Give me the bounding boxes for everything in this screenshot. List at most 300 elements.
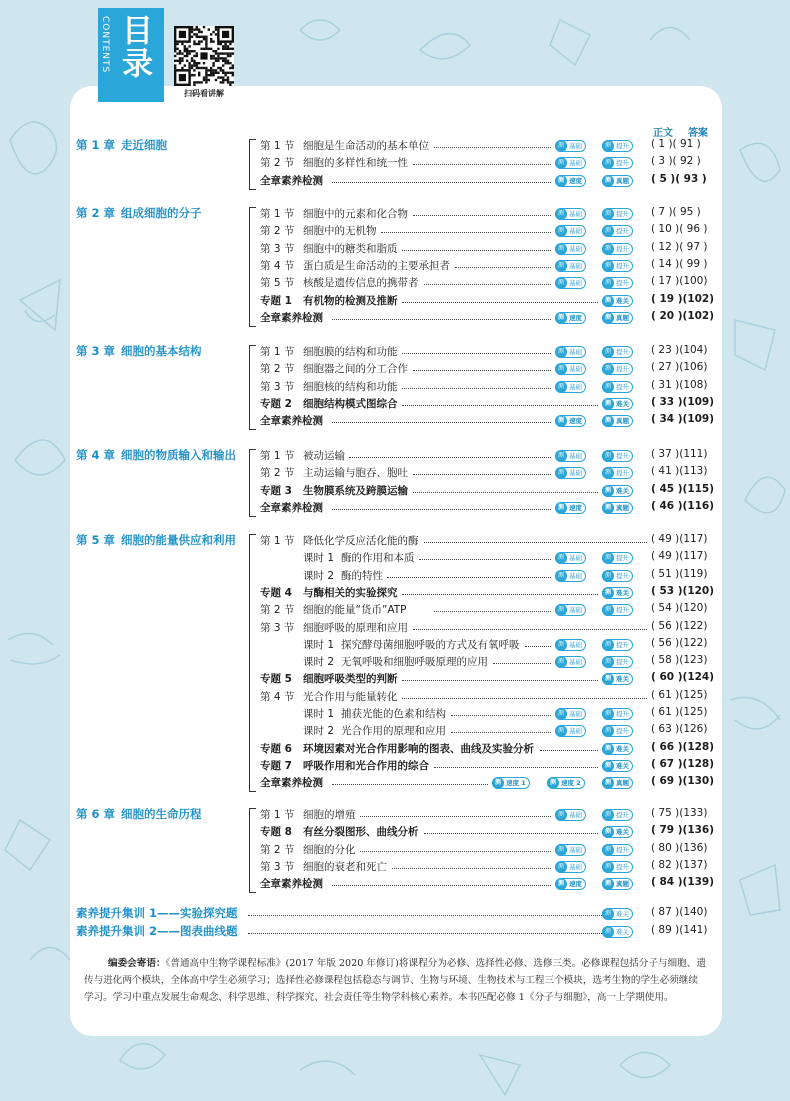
level-badge[interactable] — [602, 878, 633, 890]
toc-row-label: 第 3 节 — [260, 860, 295, 873]
dot-leader — [424, 542, 647, 543]
dot-leader — [349, 457, 551, 458]
level-badge[interactable] — [555, 260, 586, 272]
level-badge-label: 真题 — [616, 176, 629, 185]
level-badge[interactable] — [555, 415, 586, 427]
level-badge[interactable] — [555, 552, 586, 564]
page-numbers: ( 61 )(125) — [651, 688, 708, 701]
dot-leader — [402, 594, 598, 595]
level-badge[interactable] — [602, 908, 633, 920]
test-badge-icon: 测 — [555, 260, 567, 272]
toc-row[interactable] — [0, 568, 790, 584]
test-badge-icon: 测 — [555, 656, 567, 668]
page-numbers: ( 37 )(111) — [651, 448, 708, 460]
level-badge-label: 提升 — [616, 727, 629, 736]
test-badge-icon: 测 — [555, 502, 567, 514]
toc-row[interactable] — [0, 258, 790, 274]
dot-leader — [413, 215, 551, 216]
toc-row[interactable] — [0, 723, 790, 739]
level-badge[interactable] — [555, 346, 586, 358]
toc-row-label: 专题 1 — [260, 294, 292, 307]
level-badge[interactable] — [602, 208, 633, 220]
level-badge[interactable] — [555, 570, 586, 582]
level-badge[interactable] — [602, 502, 633, 514]
dot-leader — [332, 784, 488, 785]
test-badge-icon: 测 — [602, 760, 614, 772]
test-badge-icon: 测 — [555, 450, 567, 462]
contents-subtitle: CONTENTS — [100, 16, 110, 74]
page-numbers: ( 75 )(133) — [651, 807, 708, 819]
toc-row[interactable] — [0, 842, 790, 858]
level-badge[interactable] — [602, 861, 633, 873]
toc-row-title: 降低化学反应活化能的酶 — [303, 535, 419, 547]
level-badge-label: 难关 — [616, 675, 629, 684]
test-badge-icon: 测 — [602, 157, 614, 169]
dot-leader — [332, 509, 551, 510]
toc-row-label: 课时 1 — [303, 552, 335, 565]
test-badge-icon: 测 — [602, 656, 614, 668]
toc-row-label: 课时 2 — [303, 569, 335, 582]
toc-row-title: 细胞的多样性和统一性 — [303, 157, 408, 170]
level-badge-label: 提升 — [616, 365, 629, 374]
test-badge-icon: 测 — [602, 809, 614, 821]
toc-row-label: 全章素养检测 — [260, 777, 323, 790]
toc-row-label: 全章素养检测 — [260, 501, 323, 514]
level-badge-label: 提升 — [616, 658, 629, 667]
test-badge-icon: 测 — [555, 708, 567, 720]
level-badge[interactable] — [555, 243, 586, 255]
page-numbers: ( 53 )(120) — [651, 584, 715, 597]
level-badge[interactable] — [602, 587, 633, 599]
level-badge[interactable] — [555, 467, 586, 479]
toc-row[interactable] — [0, 550, 790, 566]
level-badge[interactable] — [555, 175, 586, 187]
test-badge-icon: 测 — [602, 277, 614, 289]
chapter-number: 第 3 章 — [76, 344, 116, 358]
toc-row-title: 蛋白质是生命活动的主要承担者 — [303, 259, 450, 272]
test-badge-icon: 测 — [602, 208, 614, 220]
toc-row-label: 课时 1 — [303, 638, 335, 651]
dot-leader — [424, 284, 551, 285]
level-badge[interactable] — [602, 604, 633, 616]
level-badge[interactable] — [555, 208, 586, 220]
toc-row[interactable] — [0, 310, 790, 326]
level-badge[interactable] — [555, 656, 586, 668]
dot-leader — [332, 319, 551, 320]
level-badge-label: 基础 — [569, 640, 582, 649]
toc-row-label: 第 2 节 — [260, 604, 295, 617]
level-badge[interactable] — [602, 450, 633, 462]
column-header-main: 正文 — [653, 128, 673, 139]
level-badge[interactable] — [602, 639, 633, 651]
toc-row-label: 第 3 节 — [260, 242, 295, 255]
toc-row[interactable] — [0, 689, 790, 705]
chapter-name: 细胞的生命历程 — [121, 807, 202, 821]
toc-row-label: 第 1 节 — [260, 346, 295, 358]
level-badge-label: 难关 — [616, 928, 629, 936]
test-badge-icon: 测 — [555, 570, 567, 582]
toc-row-title: 无氧呼吸和细胞呼吸原理的应用 — [341, 656, 488, 669]
test-badge-icon: 测 — [555, 208, 567, 220]
level-badge-label: 提升 — [616, 244, 629, 253]
page-numbers: ( 56 )(122) — [651, 619, 708, 632]
level-badge-label: 提升 — [616, 710, 629, 718]
level-badge[interactable] — [547, 777, 585, 789]
test-badge-icon: 测 — [602, 363, 614, 375]
level-badge[interactable] — [602, 760, 633, 772]
toc-row-title: 细胞中的糖类和脂质 — [303, 242, 398, 255]
toc-row[interactable] — [0, 413, 790, 429]
page-numbers: ( 56 )(122) — [651, 636, 708, 649]
toc-row-title: 细胞核的结构和功能 — [303, 380, 398, 393]
test-badge-icon: 测 — [555, 725, 567, 737]
level-badge-label: 速度 — [569, 417, 582, 426]
level-badge[interactable] — [602, 826, 633, 838]
page-numbers: ( 41 )(113) — [651, 465, 708, 478]
dot-leader — [402, 698, 647, 699]
editor-note-lead: 编委会寄语： — [108, 958, 166, 969]
test-badge-icon: 测 — [602, 295, 614, 307]
level-badge[interactable] — [555, 708, 586, 720]
level-badge-label: 基础 — [569, 227, 582, 236]
level-badge[interactable] — [555, 381, 586, 393]
page-numbers: ( 58 )(123) — [651, 654, 708, 667]
level-badge[interactable] — [492, 777, 530, 789]
level-badge[interactable] — [602, 673, 633, 685]
test-badge-icon: 测 — [555, 467, 567, 479]
level-badge[interactable] — [555, 450, 586, 462]
page-numbers: ( 87 )(140) — [651, 906, 708, 918]
level-badge-label: 基础 — [569, 811, 582, 819]
level-badge-label: 提升 — [616, 469, 629, 478]
test-badge-icon: 测 — [602, 346, 614, 358]
toc-row-label: 第 1 节 — [260, 140, 295, 152]
toc-row-label: 专题 5 — [260, 673, 292, 686]
toc-row[interactable] — [0, 483, 790, 499]
level-badge-label: 基础 — [569, 382, 582, 391]
toc-row-extra[interactable] — [0, 906, 790, 922]
toc-row[interactable] — [0, 758, 790, 774]
level-badge-label: 基础 — [569, 845, 582, 854]
test-badge-icon: 测 — [602, 743, 614, 755]
dot-leader — [387, 577, 551, 578]
toc-row-title: 光合作用的原理和应用 — [341, 725, 446, 738]
level-badge[interactable] — [602, 552, 633, 564]
test-badge-icon: 测 — [555, 346, 567, 358]
toc-row[interactable] — [0, 155, 790, 171]
level-badge-label: 提升 — [616, 279, 629, 288]
column-header-answer: 答案 — [688, 128, 708, 139]
test-badge-icon: 测 — [602, 708, 614, 720]
toc-row-title: 有机物的检测及推断 — [303, 294, 398, 307]
test-badge-icon: 测 — [602, 826, 614, 838]
dot-leader — [434, 767, 598, 768]
page-numbers: ( 79 )(136) — [651, 824, 715, 837]
level-badge[interactable] — [555, 809, 586, 821]
toc-row[interactable] — [0, 173, 790, 189]
page-numbers: ( 49 )(117) — [651, 533, 708, 545]
page-numbers: ( 5 )( 93 ) — [651, 172, 707, 185]
test-badge-icon: 测 — [602, 878, 614, 890]
level-badge[interactable] — [555, 277, 586, 289]
toc-row[interactable] — [0, 602, 790, 618]
toc-row-label: 第 3 节 — [260, 380, 295, 393]
toc-row-title: 细胞中的无机物 — [303, 225, 377, 238]
dot-leader — [434, 611, 551, 612]
chapter-number: 第 6 章 — [76, 807, 116, 821]
level-badge[interactable] — [602, 295, 633, 307]
level-badge-label: 难关 — [616, 296, 629, 305]
toc-row[interactable] — [0, 637, 790, 653]
level-badge-label: 提升 — [616, 210, 629, 218]
toc-row-title: 细胞的能量“货币”ATP — [303, 604, 407, 617]
level-badge-label: 速度 — [569, 176, 582, 185]
toc-row[interactable] — [0, 293, 790, 309]
level-badge[interactable] — [602, 809, 633, 821]
level-badge-label: 难关 — [616, 761, 629, 770]
level-badge[interactable] — [602, 140, 633, 152]
toc-row[interactable] — [0, 396, 790, 412]
toc-row[interactable] — [0, 206, 790, 222]
toc-row-title: 酶的特性 — [341, 569, 383, 582]
level-badge[interactable] — [555, 363, 586, 375]
toc-row[interactable] — [0, 775, 790, 791]
dot-leader — [413, 474, 551, 475]
level-badge-label: 提升 — [616, 811, 629, 819]
level-badge-label: 真题 — [616, 417, 629, 426]
toc-row-label: 第 1 节 — [260, 809, 295, 821]
page-numbers: ( 51 )(119) — [651, 567, 708, 580]
chapter-name: 细胞的基本结构 — [121, 344, 202, 358]
editor-note — [84, 955, 706, 1006]
level-badge-label: 难关 — [616, 828, 629, 837]
level-badge[interactable] — [602, 398, 633, 410]
level-badge-label: 速度 1 — [506, 779, 526, 788]
toc-row[interactable] — [0, 344, 790, 360]
level-badge[interactable] — [602, 175, 633, 187]
level-badge[interactable] — [555, 157, 586, 169]
test-badge-icon: 测 — [602, 175, 614, 187]
level-badge-label: 难关 — [616, 486, 629, 495]
toc-row-title: 细胞的衰老和死亡 — [303, 860, 387, 873]
dot-leader — [413, 370, 551, 371]
toc-row[interactable] — [0, 585, 790, 601]
dot-leader — [402, 680, 598, 681]
toc-row[interactable] — [0, 807, 790, 823]
level-badge-label: 基础 — [569, 159, 582, 168]
level-badge-label: 基础 — [569, 261, 582, 270]
level-badge[interactable] — [602, 277, 633, 289]
toc-row-extra[interactable] — [0, 924, 790, 940]
qr-caption: 扫码看讲解 — [184, 89, 224, 98]
test-badge-icon: 测 — [602, 243, 614, 255]
level-badge[interactable] — [602, 777, 633, 789]
toc-row[interactable] — [0, 824, 790, 840]
toc-row[interactable] — [0, 138, 790, 154]
level-badge-label: 提升 — [616, 554, 629, 563]
toc-row-title: 细胞的增殖 — [303, 809, 356, 821]
page-numbers: ( 89 )(141) — [651, 924, 708, 936]
toc-row-label: 专题 8 — [260, 826, 292, 839]
level-badge[interactable] — [602, 743, 633, 755]
level-badge[interactable] — [602, 415, 633, 427]
test-badge-icon: 测 — [555, 844, 567, 856]
dot-leader — [455, 267, 551, 268]
level-badge[interactable] — [555, 225, 586, 237]
toc-row-label: 第 2 节 — [260, 363, 295, 376]
toc-row-title: 细胞是生命活动的基本单位 — [303, 140, 429, 152]
level-badge-label: 基础 — [569, 571, 582, 580]
page-numbers: ( 27 )(106) — [651, 361, 708, 374]
toc-row[interactable] — [0, 876, 790, 892]
level-badge[interactable] — [555, 725, 586, 737]
toc-row[interactable] — [0, 671, 790, 687]
toc-row[interactable] — [0, 533, 790, 549]
toc-row-title: 生物膜系统及跨膜运输 — [303, 484, 408, 497]
dot-leader — [451, 715, 551, 716]
dot-leader — [402, 353, 551, 354]
level-badge[interactable] — [602, 312, 633, 324]
level-badge-label: 基础 — [569, 658, 582, 667]
level-badge[interactable] — [602, 708, 633, 720]
dot-leader — [332, 182, 551, 183]
test-badge-icon: 测 — [555, 312, 567, 324]
dot-leader — [402, 405, 598, 406]
toc-row[interactable] — [0, 241, 790, 257]
chapter-number: 第 2 章 — [76, 206, 116, 220]
level-badge-label: 基础 — [569, 554, 582, 563]
level-badge[interactable] — [555, 639, 586, 651]
toc-row-title: 捕获光能的色素和结构 — [341, 708, 446, 720]
level-badge-label: 速度 — [569, 503, 582, 512]
test-badge-icon: 测 — [602, 604, 614, 616]
level-badge[interactable] — [602, 844, 633, 856]
toc-row[interactable] — [0, 706, 790, 722]
dot-leader — [402, 302, 598, 303]
chapter-name: 走近细胞 — [121, 138, 167, 152]
toc-row-label: 全章素养检测 — [260, 311, 323, 324]
toc-row[interactable] — [0, 500, 790, 516]
level-badge[interactable] — [602, 725, 633, 737]
level-badge[interactable] — [555, 502, 586, 514]
dot-leader — [392, 868, 551, 869]
level-badge[interactable] — [555, 140, 586, 152]
dot-leader — [540, 750, 598, 751]
level-badge[interactable] — [602, 485, 633, 497]
qr-code-block[interactable] — [174, 26, 234, 102]
level-badge[interactable] — [555, 861, 586, 873]
toc-row[interactable] — [0, 275, 790, 291]
level-badge[interactable] — [602, 225, 633, 237]
level-badge[interactable] — [602, 157, 633, 169]
toc-row[interactable] — [0, 223, 790, 239]
level-badge-label: 基础 — [569, 244, 582, 253]
toc-row-label: 专题 7 — [260, 759, 292, 772]
level-badge-label: 基础 — [569, 862, 582, 871]
dot-leader — [525, 646, 551, 647]
test-badge-icon: 测 — [547, 777, 559, 789]
dot-leader — [402, 250, 551, 251]
level-badge[interactable] — [602, 467, 633, 479]
chapter-number: 第 1 章 — [76, 138, 116, 152]
test-badge-icon: 测 — [555, 157, 567, 169]
test-badge-icon: 测 — [602, 908, 614, 920]
test-badge-icon: 测 — [602, 398, 614, 410]
level-badge[interactable] — [602, 381, 633, 393]
level-badge-label: 真题 — [616, 503, 629, 512]
level-badge[interactable] — [602, 570, 633, 582]
toc-row[interactable] — [0, 465, 790, 481]
level-badge-label: 提升 — [616, 845, 629, 854]
test-badge-icon: 测 — [555, 415, 567, 427]
test-badge-icon: 测 — [555, 140, 567, 152]
level-badge[interactable] — [602, 363, 633, 375]
toc-row-title: 探究酵母菌细胞呼吸的方式及有氧呼吸 — [341, 638, 520, 651]
dot-leader — [332, 422, 551, 423]
level-badge-label: 提升 — [616, 606, 629, 615]
level-badge-label: 难关 — [616, 399, 629, 408]
page-numbers: ( 10 )( 96 ) — [651, 223, 708, 236]
toc-row-title: 被动运输 — [303, 450, 345, 462]
page-numbers: ( 60 )(124) — [651, 671, 715, 684]
editor-note-text: 《普通高中生物学课程标准》(2017 年版 2020 年修订)将课程分为必修、选择性必修、选修三类。必修课程包括分子与细胞、遗传与进化两个模块，全体高中学生必须学习；选择性必修课程包括稳态与调节、生物与环境、生物技术与工程三个模块，选考生物的学生必须继续学习。学习中重点发展生命观念、科学思维、科学探究、社会责任等生物学科核心素养。本书匹配必修 1《分子与细胞》，高一上学期使用。 — [84, 958, 706, 1003]
test-badge-icon: 测 — [555, 604, 567, 616]
level-badge[interactable] — [602, 346, 633, 358]
page-numbers: ( 20 )(102) — [651, 309, 715, 322]
test-badge-icon: 测 — [602, 260, 614, 272]
toc-row[interactable] — [0, 361, 790, 377]
chapter-name: 细胞的能量供应和利用 — [121, 533, 236, 547]
dot-leader — [332, 885, 551, 886]
level-badge[interactable] — [555, 844, 586, 856]
level-badge-label: 基础 — [569, 142, 582, 150]
toc-row[interactable] — [0, 859, 790, 875]
level-badge-label: 提升 — [616, 348, 629, 356]
toc-row[interactable] — [0, 448, 790, 464]
toc-row[interactable] — [0, 654, 790, 670]
level-badge[interactable] — [555, 604, 586, 616]
toc-row-title: 与酶相关的实验探究 — [303, 586, 398, 599]
test-badge-icon: 测 — [555, 243, 567, 255]
level-badge[interactable] — [555, 878, 586, 890]
toc-row-label: 专题 2 — [260, 397, 292, 410]
qr-code-icon[interactable] — [174, 26, 234, 86]
level-badge-label: 提升 — [616, 571, 629, 580]
level-badge[interactable] — [602, 243, 633, 255]
level-badge[interactable] — [602, 260, 633, 272]
level-badge-label: 速度 — [569, 880, 582, 889]
test-badge-icon: 测 — [555, 878, 567, 890]
toc-row-label: 第 2 节 — [260, 467, 295, 480]
chapter-number: 第 5 章 — [76, 533, 116, 547]
toc-row[interactable] — [0, 379, 790, 395]
contents-header-tab — [98, 8, 164, 102]
dot-leader — [493, 663, 551, 664]
toc-row-title: 有丝分裂图形、曲线分析 — [303, 826, 419, 839]
toc-row-title: 细胞器之间的分工合作 — [303, 363, 408, 376]
toc-row[interactable] — [0, 620, 790, 636]
toc-row-label: 第 2 节 — [260, 843, 295, 856]
level-badge[interactable] — [602, 926, 633, 938]
page-numbers: ( 63 )(126) — [651, 723, 708, 736]
level-badge-label: 基础 — [569, 452, 582, 460]
toc-row-title: 光合作用与能量转化 — [303, 690, 398, 703]
toc-row[interactable] — [0, 741, 790, 757]
toc-row-label: 第 4 节 — [260, 690, 295, 703]
level-badge[interactable] — [602, 656, 633, 668]
level-badge[interactable] — [555, 312, 586, 324]
test-badge-icon: 测 — [555, 363, 567, 375]
